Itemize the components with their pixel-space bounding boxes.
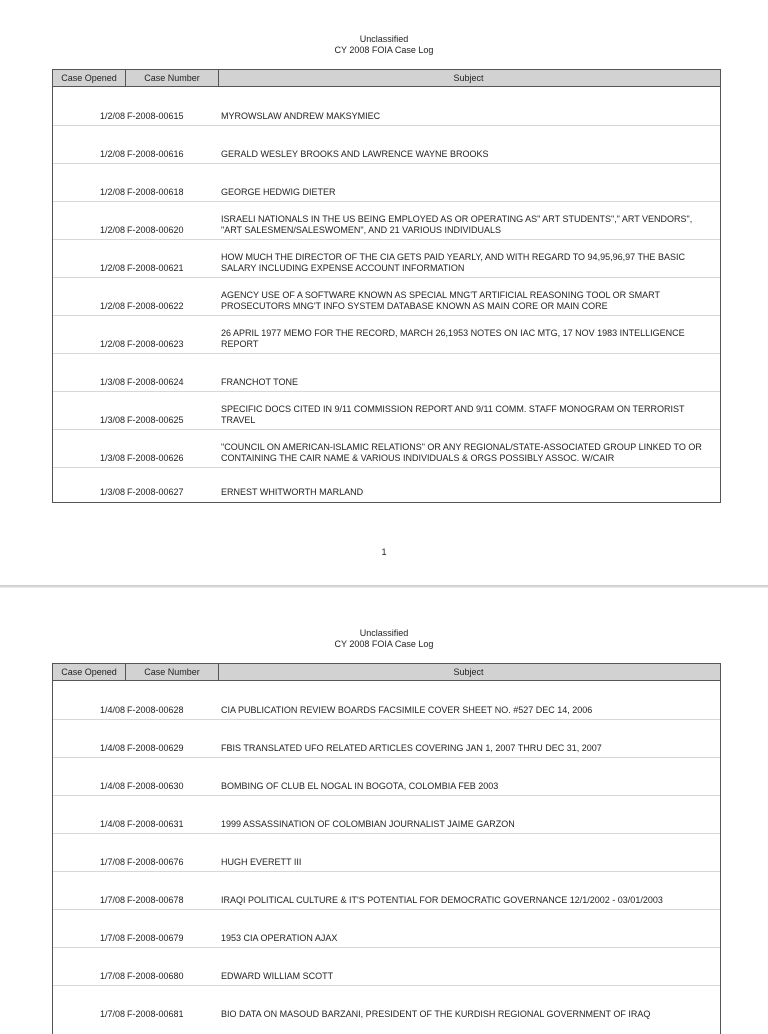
subject-cell: BOMBING OF CLUB EL NOGAL IN BOGOTA, COLOMBIA FEB 2003 xyxy=(221,781,499,791)
subject-cell: "COUNCIL ON AMERICAN-ISLAMIC RELATIONS" OR ANY REGIONAL/STATE-ASSOCIATED GROUP LINKED TO OR CONTAINING THE CAIR NAME & VARIOUS INDIVIDUALS & ORGS POSSIBLY ASSOC. W/CAIR xyxy=(221,442,702,463)
case-number-cell: F-2008-00621 xyxy=(127,263,184,273)
subject-cell: BIO DATA ON MASOUD BARZANI, PRESIDENT OF THE KURDISH REGIONAL GOVERNMENT OF IRAQ xyxy=(221,1009,651,1019)
column-header-subject: Subject xyxy=(453,667,484,677)
subject-cell: IRAQI POLITICAL CULTURE & IT'S POTENTIAL FOR DEMOCRATIC GOVERNANCE 12/1/2002 - 03/01/2003 xyxy=(221,895,663,905)
table-row xyxy=(53,834,720,872)
table-row xyxy=(53,948,720,986)
case-opened-cell: 1/2/08 xyxy=(99,263,125,273)
case-opened-cell: 1/2/08 xyxy=(99,225,125,235)
page-number: 1 xyxy=(381,547,387,557)
page-separator xyxy=(0,585,768,588)
page-header xyxy=(0,34,768,56)
table-row xyxy=(53,758,720,796)
case-opened-cell: 1/4/08 xyxy=(99,781,125,791)
table-row xyxy=(53,720,720,758)
column-header-case-opened: Case Opened xyxy=(53,664,126,680)
case-opened-cell: 1/2/08 xyxy=(99,111,125,121)
subject-cell: ERNEST WHITWORTH MARLAND xyxy=(221,487,364,497)
table-row xyxy=(53,278,720,316)
case-number-cell: F-2008-00630 xyxy=(127,781,184,791)
table-row xyxy=(53,354,720,392)
document-page-2 xyxy=(0,590,768,1024)
column-header-subject: Subject xyxy=(453,73,484,83)
case-number-cell: F-2008-00627 xyxy=(127,487,184,497)
case-opened-cell: 1/3/08 xyxy=(99,415,125,425)
table-row xyxy=(53,468,720,501)
subject-cell: 1999 ASSASSINATION OF COLOMBIAN JOURNALIST JAIME GARZON xyxy=(221,819,515,829)
table-row xyxy=(53,316,720,354)
table-row xyxy=(53,240,720,278)
classification-label: Unclassified xyxy=(359,628,409,638)
case-opened-cell: 1/7/08 xyxy=(99,857,125,867)
case-number-cell: F-2008-00676 xyxy=(127,857,184,867)
table-row xyxy=(53,392,720,430)
case-number-cell: F-2008-00631 xyxy=(127,819,184,829)
case-opened-cell: 1/2/08 xyxy=(99,301,125,311)
table-row xyxy=(53,430,720,468)
case-number-cell: F-2008-00626 xyxy=(127,453,184,463)
table-row xyxy=(53,986,720,1023)
case-number-cell: F-2008-00623 xyxy=(127,339,184,349)
case-opened-cell: 1/4/08 xyxy=(99,705,125,715)
case-number-cell: F-2008-00616 xyxy=(127,149,184,159)
classification-label: Unclassified xyxy=(359,34,409,44)
case-number-cell: F-2008-00628 xyxy=(127,705,184,715)
subject-cell: MYROWSLAW ANDREW MAKSYMIEC xyxy=(221,111,381,121)
table-row xyxy=(53,202,720,240)
document-title: CY 2008 FOIA Case Log xyxy=(334,639,434,649)
case-opened-cell: 1/7/08 xyxy=(99,933,125,943)
case-number-cell: F-2008-00680 xyxy=(127,971,184,981)
subject-cell: ISRAELI NATIONALS IN THE US BEING EMPLOYED AS OR OPERATING AS" ART STUDENTS"," ART VENDORS", "ART SALESMEN/SALESWOMEN", AND 21 VARIOUS INDIVIDUALS xyxy=(221,214,693,235)
subject-cell: HOW MUCH THE DIRECTOR OF THE CIA GETS PAID YEARLY, AND WITH REGARD TO 94,95,96,97 THE BASIC SALARY INCLUDING EXPENSE ACCOUNT INFORMATION xyxy=(221,252,685,273)
table-row xyxy=(53,87,720,126)
column-header-case-opened: Case Opened xyxy=(53,70,126,86)
case-opened-cell: 1/4/08 xyxy=(99,819,125,829)
case-number-cell: F-2008-00678 xyxy=(127,895,184,905)
subject-cell: EDWARD WILLIAM SCOTT xyxy=(221,971,334,981)
subject-cell: GEORGE HEDWIG DIETER xyxy=(221,187,336,197)
case-log-table xyxy=(52,663,721,1034)
table-row xyxy=(53,910,720,948)
case-number-cell: F-2008-00681 xyxy=(127,1009,184,1019)
subject-cell: CIA PUBLICATION REVIEW BOARDS FACSIMILE COVER SHEET NO. #527 DEC 14, 2006 xyxy=(221,705,593,715)
subject-cell: SPECIFIC DOCS CITED IN 9/11 COMMISSION REPORT AND 9/11 COMM. STAFF MONOGRAM ON TERRORIST TRAVEL xyxy=(221,404,685,425)
subject-cell: HUGH EVERETT III xyxy=(221,857,302,867)
subject-cell: FRANCHOT TONE xyxy=(221,377,299,387)
subject-cell: 26 APRIL 1977 MEMO FOR THE RECORD, MARCH 26,1953 NOTES ON IAC MTG, 17 NOV 1983 INTELLIGENCE REPORT xyxy=(221,328,685,349)
table-header xyxy=(53,70,720,87)
case-opened-cell: 1/3/08 xyxy=(99,453,125,463)
case-log-table xyxy=(52,69,721,503)
case-opened-cell: 1/7/08 xyxy=(99,1009,125,1019)
case-opened-cell: 1/7/08 xyxy=(99,895,125,905)
table-row xyxy=(53,872,720,910)
case-number-cell: F-2008-00615 xyxy=(127,111,184,121)
subject-cell: FBIS TRANSLATED UFO RELATED ARTICLES COVERING JAN 1, 2007 THRU DEC 31, 2007 xyxy=(221,743,602,753)
case-opened-cell: 1/4/08 xyxy=(99,743,125,753)
case-opened-cell: 1/3/08 xyxy=(99,487,125,497)
case-number-cell: F-2008-00629 xyxy=(127,743,184,753)
table-row xyxy=(53,126,720,164)
case-opened-cell: 1/2/08 xyxy=(99,187,125,197)
case-number-cell: F-2008-00625 xyxy=(127,415,184,425)
case-number-cell: F-2008-00679 xyxy=(127,933,184,943)
table-row xyxy=(53,796,720,834)
document-title: CY 2008 FOIA Case Log xyxy=(334,45,434,55)
case-number-cell: F-2008-00624 xyxy=(127,377,184,387)
subject-cell: 1953 CIA OPERATION AJAX xyxy=(221,933,338,943)
subject-cell: GERALD WESLEY BROOKS AND LAWRENCE WAYNE BROOKS xyxy=(221,149,489,159)
case-opened-cell: 1/2/08 xyxy=(99,339,125,349)
case-number-cell: F-2008-00618 xyxy=(127,187,184,197)
table-row xyxy=(53,164,720,202)
case-opened-cell: 1/3/08 xyxy=(99,377,125,387)
page-header xyxy=(0,628,768,650)
case-opened-cell: 1/7/08 xyxy=(99,971,125,981)
subject-cell: AGENCY USE OF A SOFTWARE KNOWN AS SPECIAL MNG'T ARTIFICIAL REASONING TOOL OR SMART PROSECUTORS MNG'T INFO SYSTEM DATABASE KNOWN AS MAIN CORE OR MAIN CORE xyxy=(221,290,660,311)
table-row xyxy=(53,681,720,720)
case-number-cell: F-2008-00622 xyxy=(127,301,184,311)
case-number-cell: F-2008-00620 xyxy=(127,225,184,235)
column-header-case-number: Case Number xyxy=(126,664,219,680)
table-header xyxy=(53,664,720,681)
case-opened-cell: 1/2/08 xyxy=(99,149,125,159)
column-header-case-number: Case Number xyxy=(126,70,219,86)
